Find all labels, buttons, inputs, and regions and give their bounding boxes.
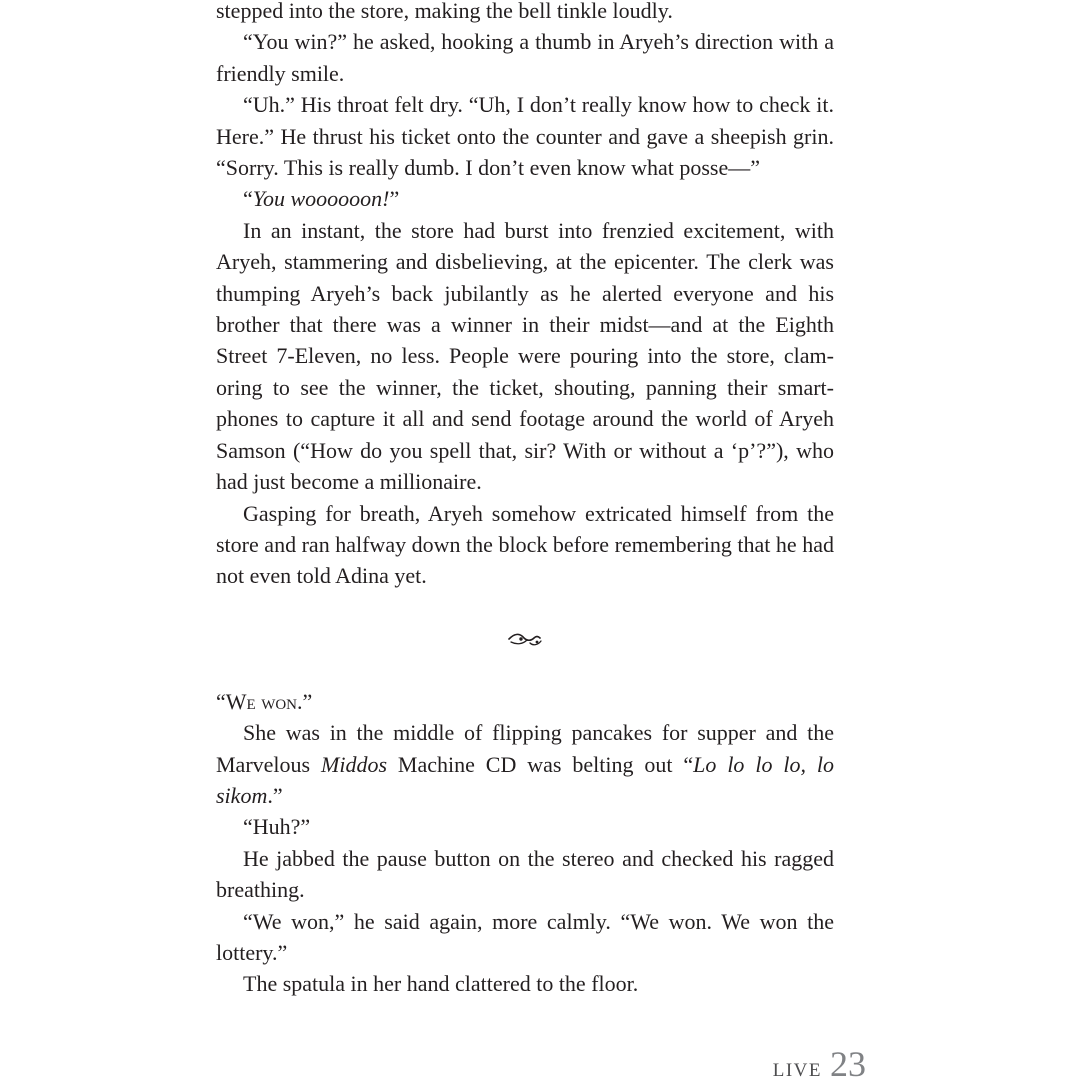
page-number: 23 xyxy=(830,1044,866,1084)
paragraph-text: In an instant, the store had burst into frenzied excitement, with Aryeh, stammering and disbelieving, at the epicenter. The clerk was thumping Aryeh’s back jubilantly as he alerted everyone and his brother that there was a winner in their midst—and at the Eighth Street 7-Eleven, no less. People were pouring into the store, clamoring to see the winner, the ticket, shouting, panning their smartphones to capture it all and send footage around the world of Aryeh Samson (“How do you spell that, sir? With or without a ‘p’?”), who had just become a millionaire. xyxy=(216,217,834,495)
paragraph-text: ” xyxy=(389,186,400,212)
body-paragraph xyxy=(216,498,834,592)
body-paragraph xyxy=(216,215,834,498)
paragraph-text: She was in the middle of flipping pancakes for supper and the Marvelous xyxy=(216,720,834,777)
paragraph-text: “You win?” he asked, hooking a thumb in Aryeh’s direction with a friendly smile. xyxy=(216,29,834,86)
paragraph-text: “We won.” xyxy=(216,688,313,714)
paragraph-text: “Huh?” xyxy=(243,814,311,840)
paragraph-text: Middos xyxy=(321,751,387,777)
paragraph-text: “We won,” he said again, more calmly. “We won. We won the lottery.” xyxy=(216,908,834,965)
section-break xyxy=(216,592,834,686)
running-head: LIVE xyxy=(772,1060,822,1081)
paragraph-text: .” xyxy=(267,782,283,808)
paragraph-text: He jabbed the pause button on the stereo and checked his ragged breathing. xyxy=(216,845,834,903)
paragraph-text: Gasping for breath, Aryeh somehow extricated himself from the store and ran halfway down the block before remembering that he had not even told Adina yet. xyxy=(216,500,834,589)
paragraph-text: Lo lo lo lo, lo sikom xyxy=(216,751,834,808)
paragraph-text: The spatula in her hand clattered to the floor. xyxy=(243,971,639,997)
body-paragraph xyxy=(216,0,834,26)
body-paragraph xyxy=(216,968,834,999)
body-paragraph xyxy=(216,906,834,969)
paragraph-text: “ xyxy=(243,186,253,212)
body-paragraph xyxy=(216,89,834,183)
body-paragraph xyxy=(216,686,834,717)
body-paragraph xyxy=(216,717,834,811)
body-paragraph xyxy=(216,811,834,842)
page-footer xyxy=(773,1046,866,1082)
paragraph-text: You woooooon! xyxy=(252,186,390,212)
paragraph-text: Machine CD was belting out “ xyxy=(387,751,694,777)
body-paragraph xyxy=(216,26,834,89)
body-paragraph xyxy=(216,843,834,906)
paragraph-text: stepped into the store, making the bell tinkle loudly. xyxy=(216,0,673,23)
paragraph-text: “Uh.” His throat felt dry. “Uh, I don’t really know how to check it. Here.” He thrust his ticket onto the counter and gave a sheepish grin. “Sorry. This is really dumb. I don’t even know what posse—” xyxy=(216,92,834,181)
book-page-body xyxy=(216,0,834,1000)
fleuron-flourish-icon xyxy=(507,631,543,647)
body-paragraph xyxy=(216,183,834,214)
